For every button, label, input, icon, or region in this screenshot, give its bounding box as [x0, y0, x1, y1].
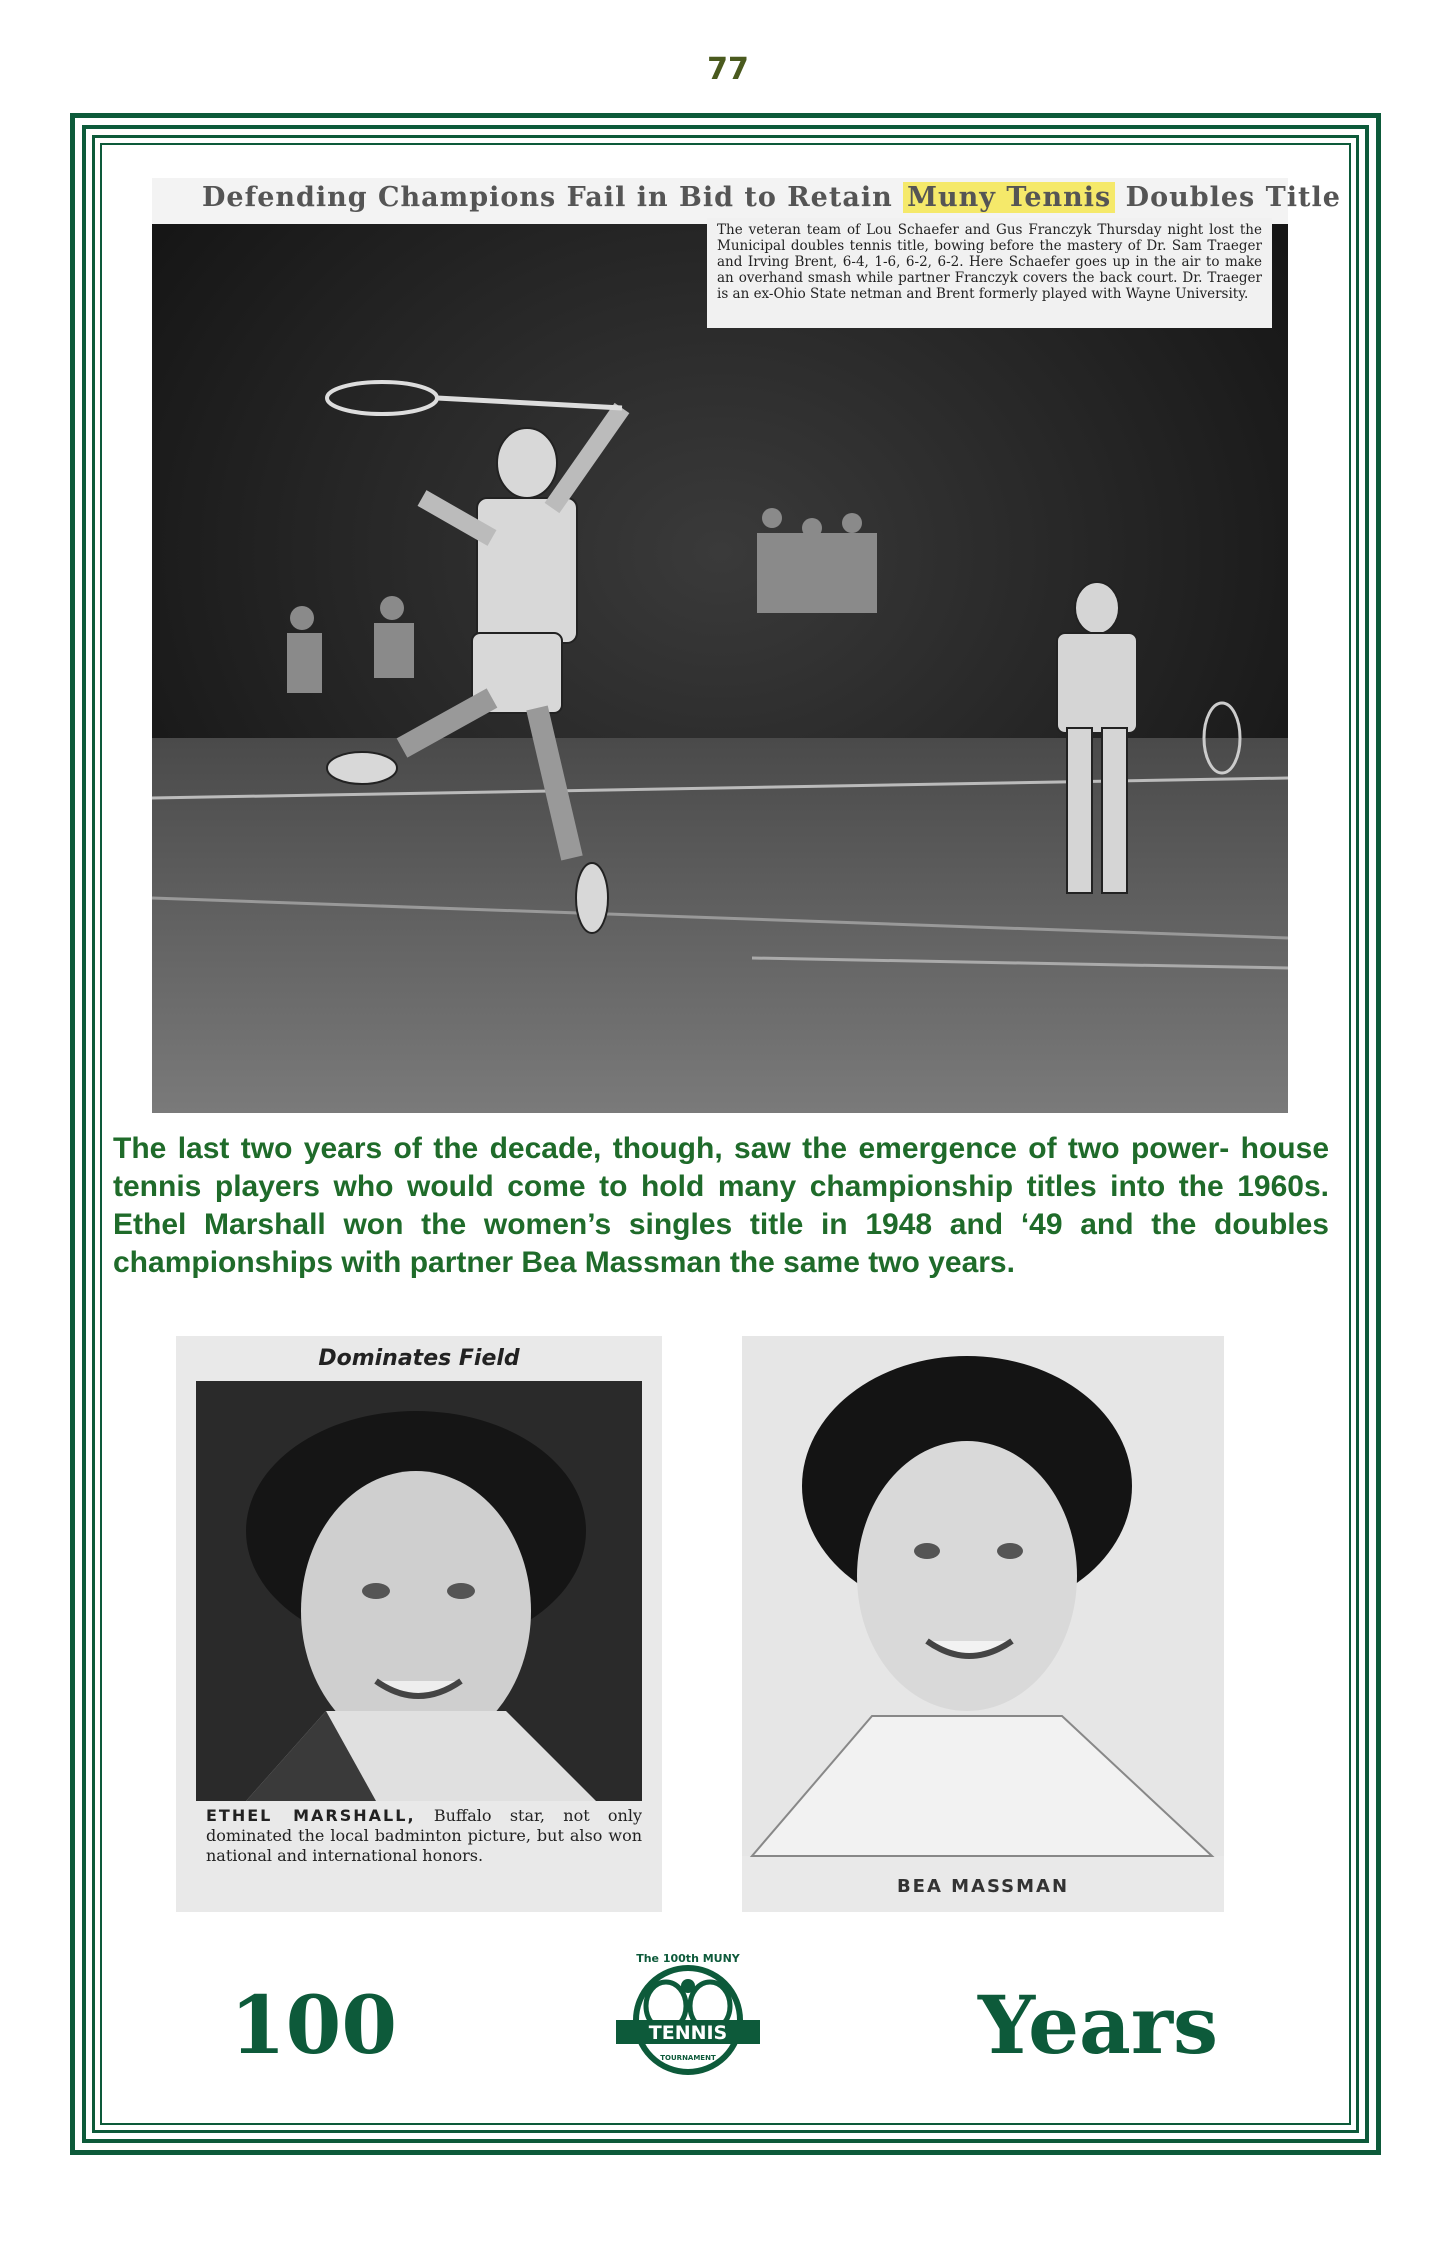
clipping-title: Dominates Field	[318, 1346, 520, 1371]
logo-main-text: TENNIS	[648, 2022, 728, 2044]
headline-part-1: Defending Champions Fail in Bid to Retain	[202, 182, 893, 213]
ethel-marshall-portrait	[176, 1381, 662, 1831]
bea-massman-caption: BEA MASSMAN	[896, 1876, 1070, 1897]
body-paragraph: The last two years of the decade, though, saw the emergence of two power- house tennis players who would come to hold many championship titles into the 1960s. Ethel Marshall won the women’s singles title in 1948 and ‘49 and the doubles championships with partner Bea Massman the same two years.	[113, 1132, 1329, 1279]
footer-number: 100	[230, 1978, 397, 2072]
headline-part-2: Doubles Title	[1125, 182, 1341, 213]
ethel-marshall-caption-text: Buffalo star, not only dominated the local badminton picture, but also won national and international honors.	[206, 1806, 643, 1865]
ethel-marshall-name: ETHEL MARSHALL,	[206, 1806, 416, 1825]
logo-bottom-text: TOURNAMENT	[660, 2054, 716, 2062]
clipping-caption: The veteran team of Lou Schaefer and Gus Franczyk Thursday night lost the Municipal doubles tennis title, bowing before the mastery of Dr. Sam Traeger and Irving Brent, 6-4, 1-6, 6-2, 6-2. Here Schaefer goes up in the air to make an overhand smash while partner Franczyk covers the back court. Dr. Traeger is an ex-Ohio State netman and Brent formerly played with Wayne University.	[707, 218, 1272, 328]
page-number: 77	[707, 52, 749, 87]
clipping-headline	[202, 182, 1341, 213]
logo-top-text: The 100th MUNY	[636, 1952, 740, 1965]
bea-massman-clipping	[742, 1336, 1224, 1912]
ethel-marshall-caption	[206, 1806, 642, 1866]
headline-highlight: Muny Tennis	[903, 182, 1115, 213]
ethel-marshall-clipping	[176, 1336, 662, 1912]
bea-massman-portrait	[742, 1336, 1224, 1856]
main-newspaper-photo	[152, 178, 1341, 1113]
footer-word: Years	[978, 1978, 1219, 2072]
tennis-tournament-logo	[598, 1948, 778, 2088]
